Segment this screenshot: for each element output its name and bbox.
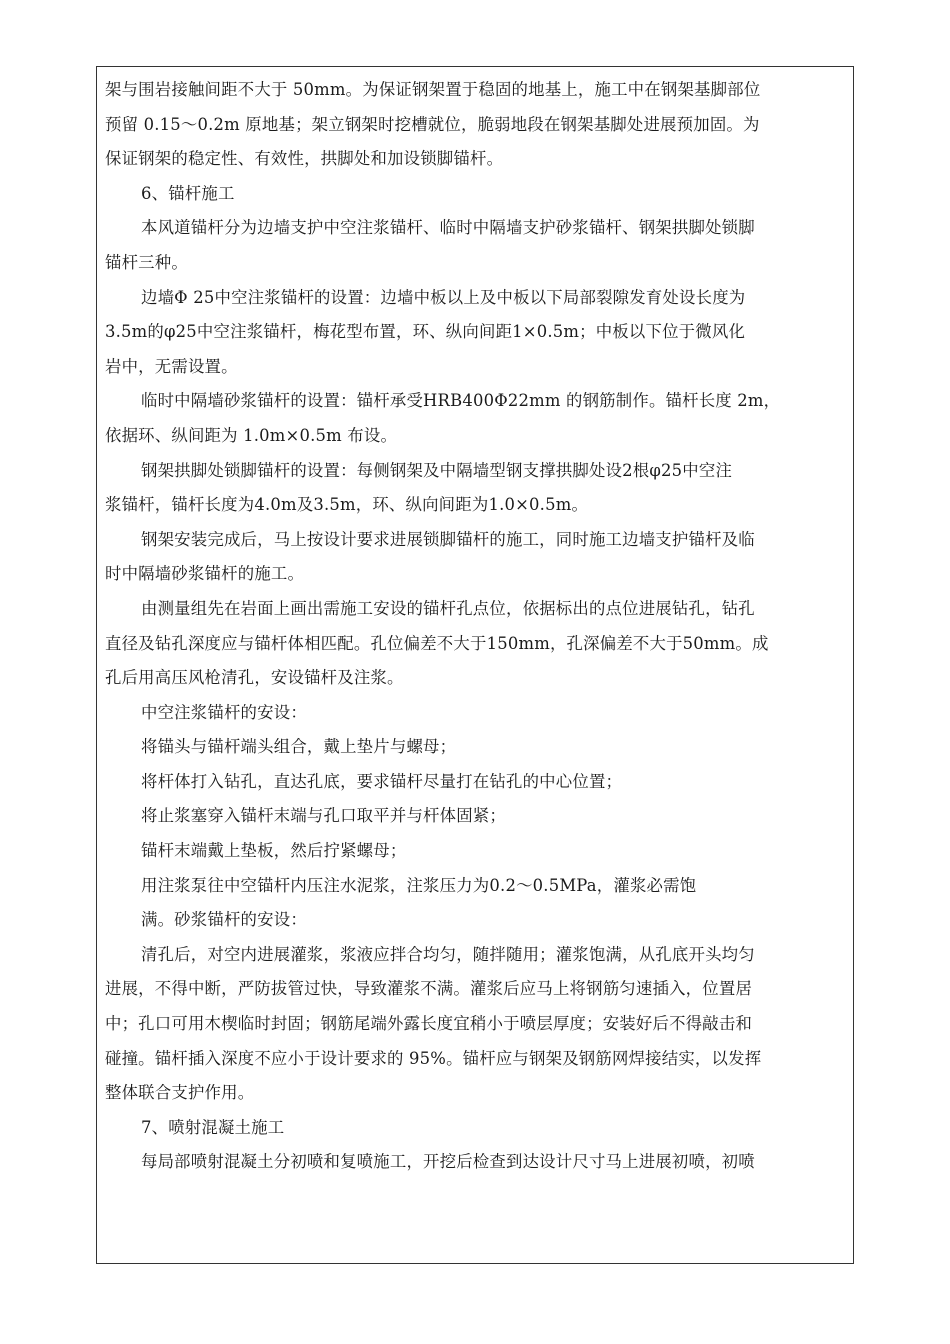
- text-line: 用注浆泵往中空锚杆内压注水泥浆，注浆压力为0.2～0.5MPa，灌浆必需饱: [141, 875, 697, 895]
- text-line: 碰撞。锚杆插入深度不应小于设计要求的 95%。锚杆应与钢架及钢筋网焊接结实，以发挥: [105, 1048, 762, 1068]
- text-line: 清孔后，对空内进展灌浆，浆液应拌合均匀，随拌随用；灌浆饱满，从孔底开头均匀: [141, 944, 755, 964]
- text-line: 依据环、纵间距为 1.0m×0.5m 布设。: [105, 425, 398, 445]
- text-line: 临时中隔墙砂浆锚杆的设置：锚杆承受HRB400Φ22mm 的钢筋制作。锚杆长度 2m，: [141, 391, 781, 411]
- text-line: 时中隔墙砂浆锚杆的施工。: [105, 564, 305, 584]
- text-line: 3.5m的φ25中空注浆锚杆，梅花型布置，环、纵向间距1×0.5m；中板以下位于微风化: [105, 322, 746, 342]
- text-line: 进展，不得中断，严防拔管过快，导致灌浆不满。灌浆后应马上将钢筋匀速插入，位置居: [105, 979, 753, 999]
- text-line: 将止浆塞穿入锚杆末端与孔口取平并与杆体固紧；: [141, 806, 506, 826]
- text-line: 将杆体打入钻孔，直达孔底，要求锚杆尽量打在钻孔的中心位置；: [141, 771, 623, 791]
- text-line: 孔后用高压风枪清孔，安设锚杆及注浆。: [105, 668, 404, 688]
- section-heading-shotcrete-construction: 7、喷射混凝土施工: [141, 1117, 285, 1137]
- text-line: 边墙Φ 25中空注浆锚杆的设置：边墙中板以上及中板以下局部裂隙发育处设长度为: [141, 287, 746, 307]
- text-line: 钢架拱脚处锁脚锚杆的设置：每侧钢架及中隔墙型钢支撑拱脚处设2根φ25中空注: [141, 460, 733, 480]
- text-line: 中空注浆锚杆的安设：: [141, 702, 307, 722]
- text-line: 将锚头与锚杆端头组合，戴上垫片与螺母；: [141, 737, 457, 757]
- text-line: 锚杆三种。: [105, 252, 188, 272]
- text-line: 保证钢架的稳定性、有效性，拱脚处和加设锁脚锚杆。: [105, 149, 504, 169]
- document-page-frame: [96, 66, 854, 1264]
- text-line: 满。砂浆锚杆的安设：: [141, 910, 307, 930]
- text-line: 直径及钻孔深度应与锚杆体相匹配。孔位偏差不大于150mm，孔深偏差不大于50mm。成: [105, 633, 769, 653]
- text-line: 岩中，无需设置。: [105, 356, 238, 376]
- text-line: 锚杆末端戴上垫板，然后拧紧螺母；: [141, 841, 407, 861]
- section-heading-anchor-construction: 6、锚杆施工: [141, 183, 235, 203]
- text-line: 钢架安装完成后，马上按设计要求进展锁脚锚杆的施工，同时施工边墙支护锚杆及临: [141, 529, 755, 549]
- text-line: 本风道锚杆分为边墙支护中空注浆锚杆、临时中隔墙支护砂浆锚杆、钢架拱脚处锁脚: [141, 218, 755, 238]
- document-body: [105, 73, 849, 1180]
- text-line: 预留 0.15～0.2m 原地基；架立钢架时挖槽就位，脆弱地段在钢架基脚处进展预加固。为: [105, 114, 760, 134]
- text-line: 每局部喷射混凝土分初喷和复喷施工，开挖后检查到达设计尺寸马上进展初喷，初喷: [141, 1152, 755, 1172]
- text-line: 由测量组先在岩面上画出需施工安设的锚杆孔点位，依据标出的点位进展钻孔，钻孔: [141, 598, 755, 618]
- text-line: 中；孔口可用木楔临时封固；钢筋尾端外露长度宜稍小于喷层厚度；安装好后不得敲击和: [105, 1014, 753, 1034]
- text-line: 整体联合支护作用。: [105, 1083, 255, 1103]
- text-line: 架与围岩接触间距不大于 50mm。为保证钢架置于稳固的地基上，施工中在钢架基脚部位: [105, 80, 761, 99]
- text-line: 浆锚杆，锚杆长度为4.0m及3.5m，环、纵向间距为1.0×0.5m。: [105, 495, 589, 515]
